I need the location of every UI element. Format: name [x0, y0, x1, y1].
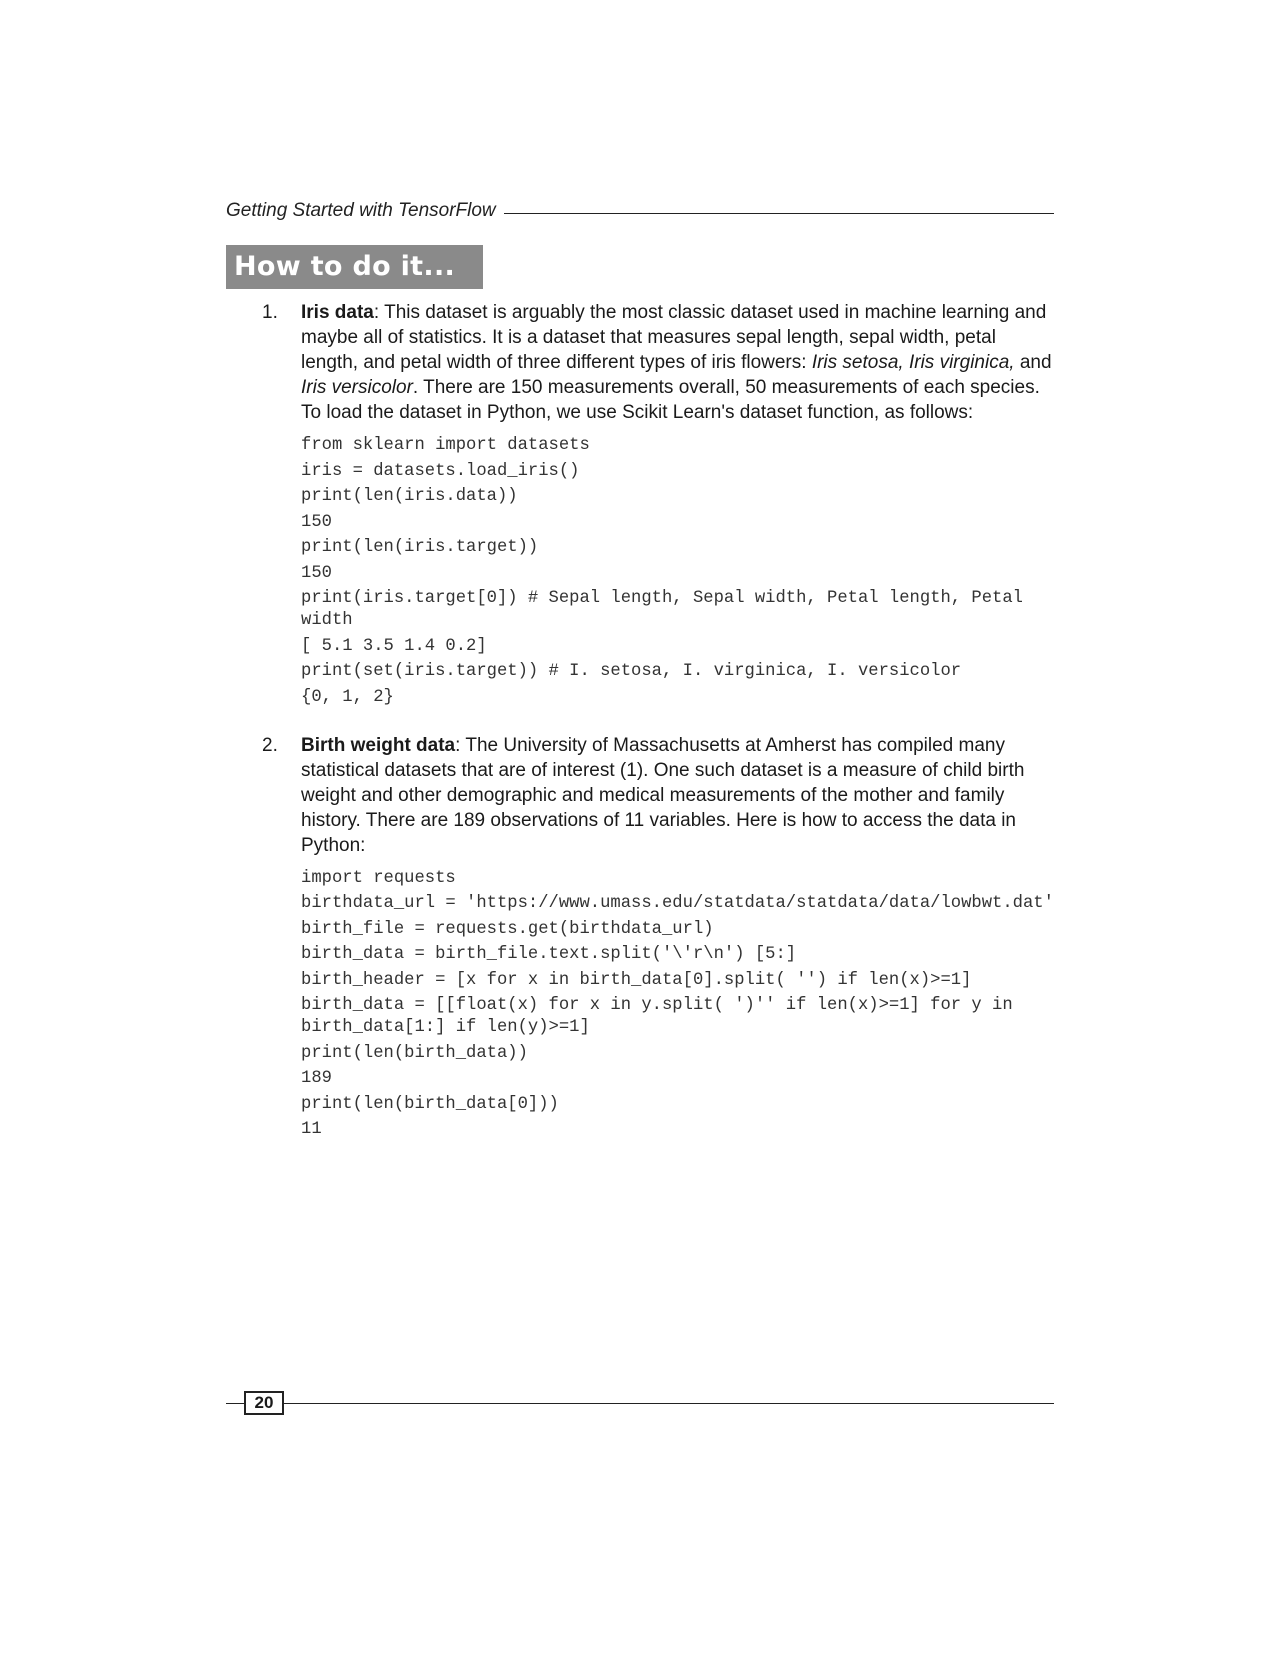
item-paragraph	[301, 733, 1058, 858]
code-line: iris = datasets.load_iris()	[301, 461, 580, 481]
item-number: 2.	[262, 734, 278, 756]
code-line: from sklearn import datasets	[301, 436, 590, 455]
code-line: [ 5.1 3.5 1.4 0.2]	[301, 636, 487, 656]
item-term: Birth weight data	[301, 734, 456, 756]
item-number: 1.	[262, 302, 278, 323]
header-rule	[504, 213, 1054, 214]
species-name: Iris setosa, Iris virginica,	[811, 352, 1015, 373]
instructions-list	[262, 300, 1058, 1145]
item-text-part: : This dataset is arguably the most classic dataset used in machine learning and maybe all of statistics. It is a dataset that measures sepal length, sepal width, petal length, and petal width of three different types of iris flowers:	[301, 302, 1047, 373]
code-line: 189	[301, 1069, 332, 1088]
page-footer	[226, 1391, 1054, 1417]
code-line: print(set(iris.target)) # I. setosa, I. virginica, I. versicolor	[301, 662, 962, 681]
code-line: 150	[301, 563, 332, 583]
item-text-part: and	[1014, 352, 1052, 373]
code-line: print(len(iris.data))	[301, 487, 518, 506]
code-line: birthdata_url = 'https://www.umass.edu/statdata/statdata/data/lowbwt.dat'	[301, 894, 1054, 913]
code-line: birth_data = [[float(x) for x in y.split( ')'' if len(x)>=1] for y in birth_data[1:] if len(y)>=1]	[301, 996, 1024, 1037]
list-item-iris	[262, 300, 1058, 709]
code-line: print(len(birth_data))	[301, 1043, 528, 1063]
section-heading: How to do it...	[226, 245, 483, 289]
page-number: 20	[244, 1391, 284, 1415]
footer-rule	[284, 1403, 1054, 1404]
item-text-part: . There are 150 measurements overall, 50 measurements of each species. To load the dataset in Python, we use Scikit Learn's dataset function, as follows:	[301, 377, 1040, 423]
code-line: print(len(birth_data[0]))	[301, 1094, 559, 1114]
code-line: birth_header = [x for x in birth_data[0].split( '') if len(x)>=1]	[301, 970, 972, 990]
code-block	[301, 868, 1058, 1142]
running-header	[226, 198, 1054, 224]
code-line: birth_file = requests.get(birthdata_url)	[301, 919, 714, 939]
code-line: print(len(iris.target))	[301, 538, 539, 557]
code-line: import requests	[301, 868, 456, 888]
item-text-part: : The University of Massachusetts at Amherst has compiled many statistical datasets that are of interest (1). One such dataset is a measure of child birth weight and other demographic and medical measurements of the mother and family history. There are 189 observations of 11 variables. Here is how to access the data in Python:	[301, 734, 1025, 856]
item-paragraph	[301, 300, 1058, 425]
species-name: Iris versicolor	[301, 377, 413, 398]
running-title: Getting Started with TensorFlow	[226, 200, 496, 221]
code-line: 11	[301, 1120, 322, 1139]
code-line: {0, 1, 2}	[301, 687, 394, 707]
footer-rule	[226, 1403, 244, 1404]
code-line: 150	[301, 512, 332, 532]
item-term: Iris data	[301, 302, 374, 323]
code-line: print(iris.target[0]) # Sepal length, Sepal width, Petal length, Petal width	[301, 589, 1034, 630]
code-line: birth_data = birth_file.text.split('\'r\n') [5:]	[301, 945, 797, 964]
list-item-birth-weight	[262, 733, 1058, 1142]
code-block	[301, 435, 1058, 709]
